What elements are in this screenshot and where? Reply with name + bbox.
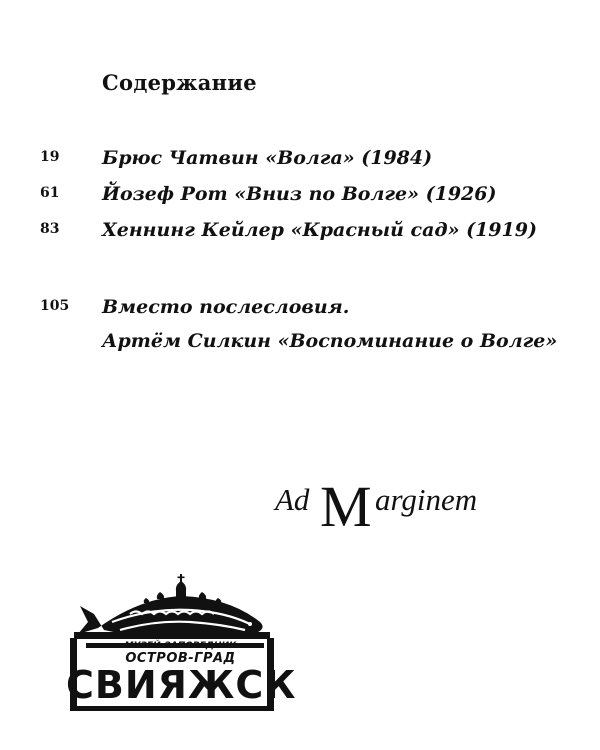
toc-entry-title: Йозеф Рот «Вниз по Волге» (1926)	[102, 183, 497, 205]
logo-subtitle: МУЗЕЙ-ЗАПОВЕДНИК	[124, 641, 237, 651]
museum-logo	[60, 568, 297, 728]
toc-entry	[0, 211, 600, 243]
toc-entry	[0, 175, 600, 207]
publisher-logo	[275, 474, 535, 548]
toc-entry-title: Брюс Чатвин «Волга» (1984)	[102, 147, 433, 169]
toc-page-number: 61	[40, 185, 60, 201]
toc-page-number: 19	[40, 149, 60, 165]
toc-entry	[0, 139, 600, 171]
publisher-logo-part: Ad	[275, 482, 310, 517]
toc-entry-title: Артём Силкин «Воспоминание о Волге»	[102, 330, 558, 352]
toc-page-number: 105	[40, 298, 70, 314]
logo-subtitle: ОСТРОВ-ГРАД	[125, 651, 236, 666]
toc-entry-continuation	[0, 322, 600, 354]
publisher-logo-part: arginem	[375, 482, 478, 517]
logo-wordmark: СВИЯЖСК	[66, 663, 297, 707]
publisher-logo-part: M	[320, 474, 372, 539]
toc-page-number: 83	[40, 221, 60, 237]
contents-title: Содержание	[102, 70, 257, 95]
toc-entry	[0, 288, 600, 320]
toc-entry-title: Вместо послесловия.	[102, 296, 350, 318]
toc-entry-title: Хеннинг Кейлер «Красный сад» (1919)	[102, 219, 537, 241]
